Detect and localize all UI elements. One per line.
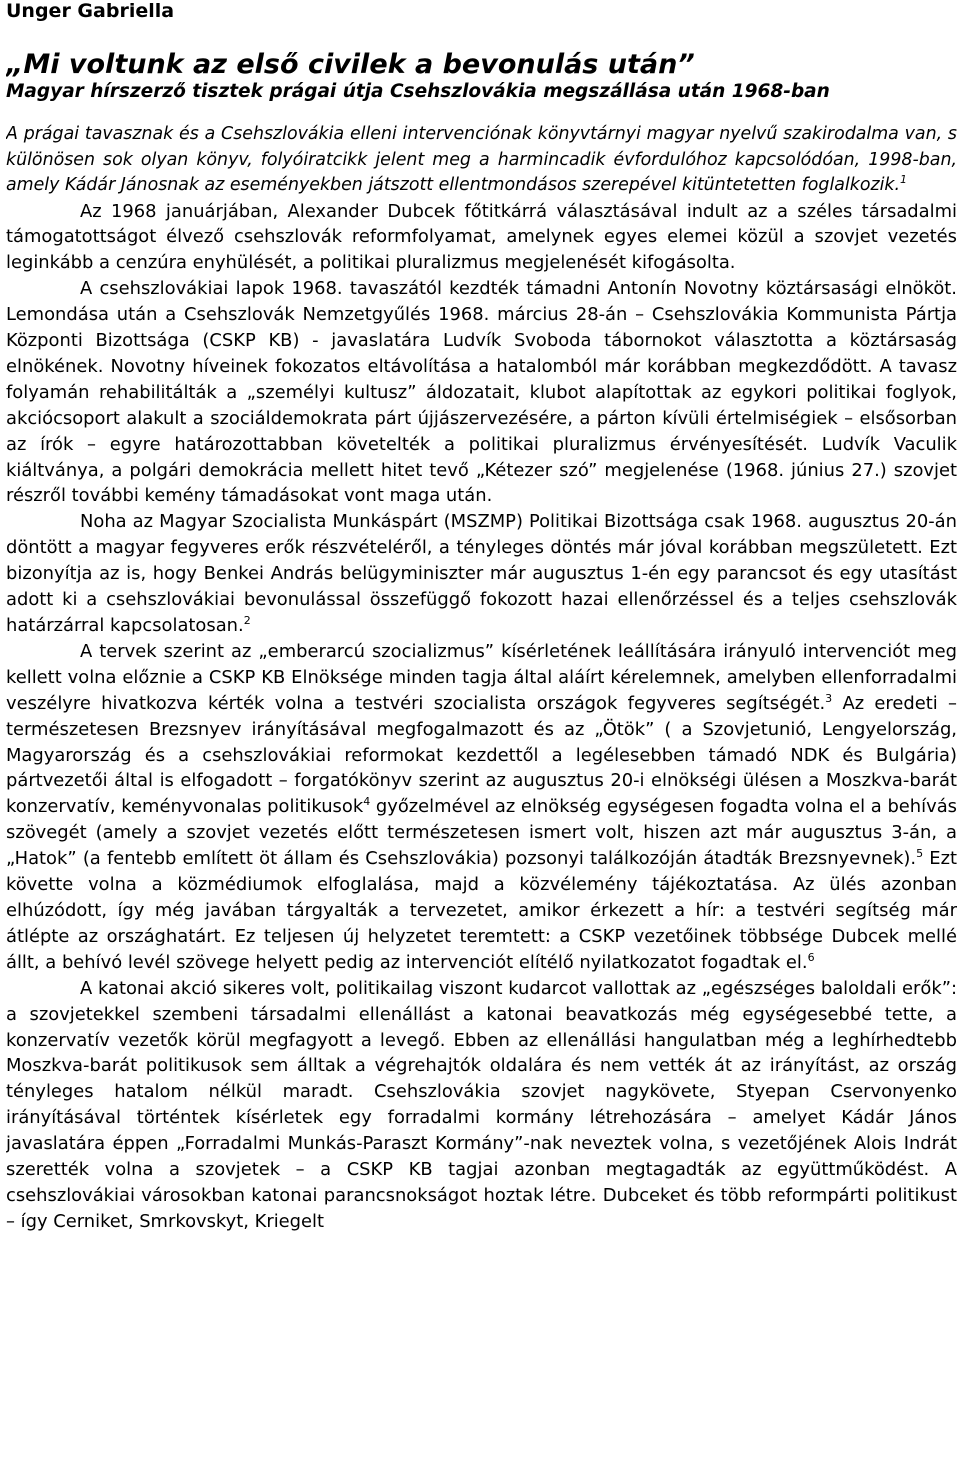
paragraph-text: A csehszlovákiai lapok 1968. tavaszától kezdték támadni Antonín Novotny köztársasági elnököt. Lemondása után a Csehszlovák Nemzetgyűlés 1968. március 28-án – Csehszlovákia Kommunista Pártja Központi Bizottsága (CSKP KB) - javaslatára Ludvík Svoboda tábornokot választotta a köztársaság elnökének. Novotny híveinek fokozatos eltávolítása a hatalomból már korábban megkezdődött. A tavasz folyamán rehabilitálták a „személyi kultusz” áldozatait, klubot alapítottak az egykori politikai foglyok, akciócsoport alakult a szociáldemokrata párt újjászervezésére, a párton kívüli értelmiségiek – elsősorban az írók – egyre határozottabban követelték a politikai pluralizmus érvényesítését. Ludvík Vaculik kiáltványa, a polgári demokrácia mellett hitet tevő „Kétezer szó” megjelenése (1968. június 27.) szovjet részről további kemény támadásokat vont maga után. <box>6 278 957 507</box>
body-paragraph <box>6 509 957 639</box>
footnote-marker[interactable]: 1 <box>900 173 908 186</box>
abstract-text: A prágai tavasznak és a Csehszlovákia elleni intervenciónak könyvtárnyi magyar nyelvű szakirodalma van, s különösen sok olyan könyv, folyóiratcikk jelent meg a harmincadik évfordulóhoz kapcsolódóan, 1998-ban, amely Kádár Jánosnak az eseményekben játszott ellentmondásos szerepével kitüntetetten foglalkozik. <box>6 124 957 195</box>
paragraph-text: A katonai akció sikeres volt, politikailag viszont kudarcot vallottak az „egészséges baloldali erők”: a szovjetekkel szembeni társadalmi ellenállást a katonai beavatkozás még egységesebbé tette, a konzervatív vezetők körül megfagyott a levegő. Ebben az ellenállási hangulatban még a leghírhedtebb Moszkva-barát politikusok sem álltak a végrehajtók oldalára és nem vették át az irányítást, az ország tényleges hatalom nélkül maradt. Csehszlovákia szovjet nagykövete, Styepan Cservonyenko irányításával történtek kísérletek egy forradalmi kormány létrehozására – amelyet Kádár János javaslatára éppen „Forradalmi Munkás-Paraszt Kormány”-nak neveztek volna, s vezetőjének Alois Indrát szerették volna a szovjetek – a CSKP KB tagjai azonban megtagadták az együttműködést. A csehszlovákiai városokban katonai parancsnokságot hoztak létre. Dubceket és több reformpárti politikust – így Cerniket, Smrkovskyt, Kriegelt <box>6 977 957 1232</box>
footnote-marker[interactable]: 4 <box>363 795 371 809</box>
document-page <box>6 0 957 1466</box>
paragraph-text: Ezt követte volna a közmédiumok elfoglalása, majd a közvélemény tájékoztatása. Az ülés azonban elhúzódott, így még javában tárgyalták a tervezetet, amikor érkezett a hír: a testvéri segítség már átlépte az országhatárt. Ez teljesen új helyzetet teremtett: a CSKP vezetőinek többsége Dubcek mellé állt, a behívó levél szövege helyett pedig az intervenciót elítélő nyilatkozatot fogadtak el. <box>6 848 957 973</box>
body-paragraph <box>6 276 957 509</box>
abstract-paragraph <box>6 122 957 199</box>
article-subtitle: Magyar hírszerző tisztek prágai útja Csehszlovákia megszállása után 1968-ban <box>6 81 830 102</box>
footnote-marker[interactable]: 2 <box>243 614 251 627</box>
body-paragraph <box>6 639 957 976</box>
paragraph-text: győzelmével az elnökség egységesen fogadta volna el a behívás szövegét (amely a szovjet vezetés előtt természetesen ismert volt, hiszen azt már augusztus 3-án, a „Hatok” (a fentebb említett öt állam és Csehszlovákia) pozsonyi találkozóján átadták Brezsnyevnek). <box>6 796 957 870</box>
paragraph-text: Noha az Magyar Szocialista Munkáspárt (MSZMP) Politikai Bizottsága csak 1968. augusztus 20-án döntött a magyar fegyveres erők részvételéről, a tényleges döntés már jóval korábban megszületett. Ezt bizonyítja az is, hogy Benkei András belügyminiszter már augusztus 1-én egy parancsot és egy utasítást adott ki a csehszlovákiai bevonulással összefüggő fokozott hazai ellenőrzéssel és a teljes csehszlovák határzárral kapcsolatosan. <box>6 511 957 636</box>
body-paragraph <box>6 199 957 277</box>
paragraph-text: A tervek szerint az „emberarcú szocializmus” kísérletének leállítására irányuló intervenciót meg kellett volna előznie a CSKP KB Elnöksége minden tagja által aláírt kérelemnek, amelyben ellenforradalmi veszélyre hivatkozva kérték volna a testvéri szocialista országok fegyveres segítségét. <box>6 640 957 714</box>
footnote-marker[interactable]: 6 <box>807 950 815 964</box>
paragraph-text: Az eredeti – természetesen Brezsnyev irányításával megfogalmazott és az „Ötök” ( a Szovjetunió, Lengyelország, Magyarország és a csehszlovákiai reformokat kezdettől a legélesebben támadó NDK és Bulgária) pártvezetői által is elfogadott – forgatókönyv szerint az augusztus 20-i elnökségi ülésen a Moszkva-barát konzervatív, keményvonalas politikusok <box>6 692 957 818</box>
footnote-marker[interactable]: 5 <box>916 847 924 861</box>
paragraph-text: Az 1968 januárjában, Alexander Dubcek főtitkárrá választásával indult az a széles társadalmi támogatottságot élvező csehszlovák reformfolyamat, amelynek egyes elemei közül a szovjet vezetés leginkább a cenzúra enyhülését, a politikai pluralizmus megjelenését kifogásolta. <box>6 200 957 274</box>
body-paragraph <box>6 976 957 1235</box>
article-title: „Mi voltunk az első civilek a bevonulás után” <box>6 49 695 80</box>
footnote-marker[interactable]: 3 <box>825 691 833 705</box>
author-name: Unger Gabriella <box>6 0 175 22</box>
